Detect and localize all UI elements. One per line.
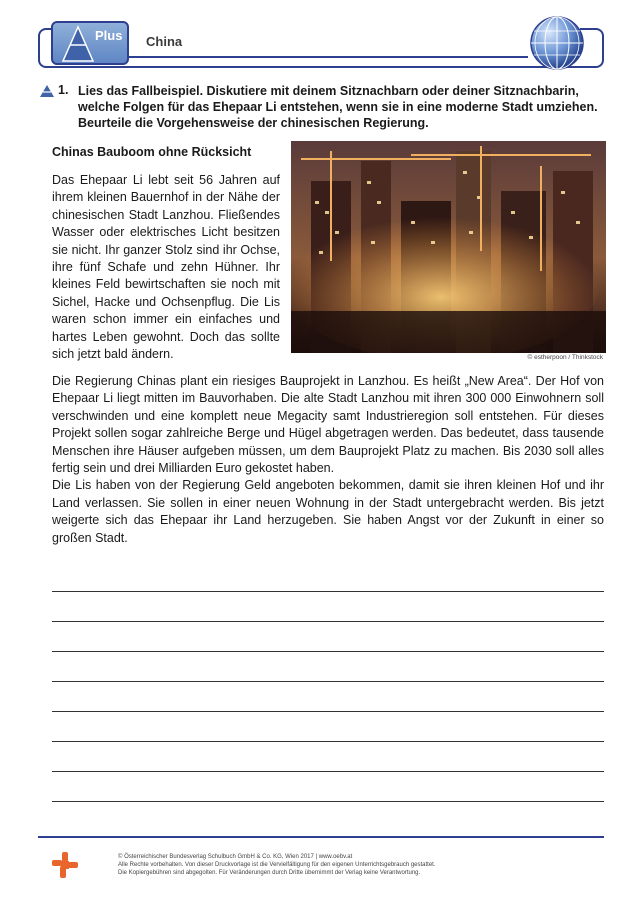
footer-legal bbox=[118, 853, 538, 877]
article-body bbox=[52, 373, 604, 547]
footer-rule bbox=[38, 836, 604, 838]
construction-photo bbox=[291, 141, 606, 353]
answer-line bbox=[52, 591, 604, 592]
photo-credit: © estherpoon / Thinkstock bbox=[527, 354, 603, 361]
triangle-level-icon bbox=[40, 85, 54, 97]
answer-line bbox=[52, 801, 604, 802]
chapter-title: China bbox=[146, 34, 183, 49]
task-number: 1. bbox=[58, 83, 69, 97]
task-instruction: Lies das Fallbeispiel. Diskutiere mit deinem Sitznachbarn oder deiner Sitznachbarin, welche Folgen für das Ehepaar Li entstehen, wenn sie in eine moderne Stadt umziehen. Beurteile die Vorgehensweise der chinesischen Regierung. bbox=[78, 84, 598, 130]
article-paragraph-3: Die Lis haben von der Regierung Geld angeboten bekommen, damit sie ihren kleinen Hof und ihr Land verlassen. Sie sollen in einer neuen Wohnung in der Stadt untergebracht werden. Bis jetzt weigerte sich das Ehepaar ihr Land herzugeben. Sie haben Angst vor der Zukunft in einer so großen Stadt. bbox=[52, 478, 604, 545]
plus-label: Plus bbox=[95, 28, 123, 43]
plus-badge bbox=[51, 21, 129, 65]
article-title: Chinas Bauboom ohne Rücksicht bbox=[52, 145, 252, 159]
answer-line bbox=[52, 621, 604, 622]
globe-icon bbox=[528, 14, 586, 72]
footer-line-1: © Österreichischer Bundesverlag Schulbuch GmbH & Co. KG, Wien 2017 | www.oebv.at bbox=[118, 854, 353, 860]
answer-line bbox=[52, 711, 604, 712]
article-paragraph-1: Das Ehepaar Li lebt seit 56 Jahren auf ihrem kleinen Bauernhof in der Nähe der chinesischen Stadt Lanzhou. Fließendes Wasser oder elektrisches Licht besitzen sie nicht. Ihr ganzer Stolz sind ihr Ochse, ihre fünf Schafe und zehn Hühner. Ihr kleines Feld bewirtschaften sie noch mit Sichel, Hacke und Ochsenpflug. Die Lis waren schon immer ein einfaches und hartes Leben gewohnt. Doch das sollte sich jetzt bald ändern. bbox=[52, 173, 280, 362]
footer-line-3: Die Kopiergebühren sind abgegolten. Für Veränderungen durch Dritte übernimmt der Verlag keine Verantwortung. bbox=[118, 870, 421, 876]
footer-line-2: Alle Rechte vorbehalten. Von dieser Druckvorlage ist die Vervielfältigung für den eigenen Unterrichtsgebrauch gestattet. bbox=[118, 862, 436, 868]
oebv-logo-icon bbox=[52, 852, 78, 878]
article-paragraph-2: Die Regierung Chinas plant ein riesiges Bauprojekt in Lanzhou. Es heißt „New Area“. Der Hof von Ehepaar Li liegt mitten im Bauvorhaben. Die alte Stadt Lanzhou mit ihren 300 000 Einwohnern soll verschwinden und eine komplett neue Megacity samt Industrieregion soll entstehen. Für dieses Projekt sollen sogar zahlreiche Berge und Hügel abgetragen werden. Das bedeutet, dass tausende Menschen ihre Häuser aufgeben müssen, um dem Bauprojekt Platz zu machen. Bis 2030 soll alles fertig sein und drei Milliarden Euro gekostet haben. bbox=[52, 374, 604, 476]
pyramid-icon bbox=[61, 25, 95, 63]
answer-line bbox=[52, 681, 604, 682]
answer-line bbox=[52, 771, 604, 772]
answer-line bbox=[52, 741, 604, 742]
answer-line bbox=[52, 651, 604, 652]
